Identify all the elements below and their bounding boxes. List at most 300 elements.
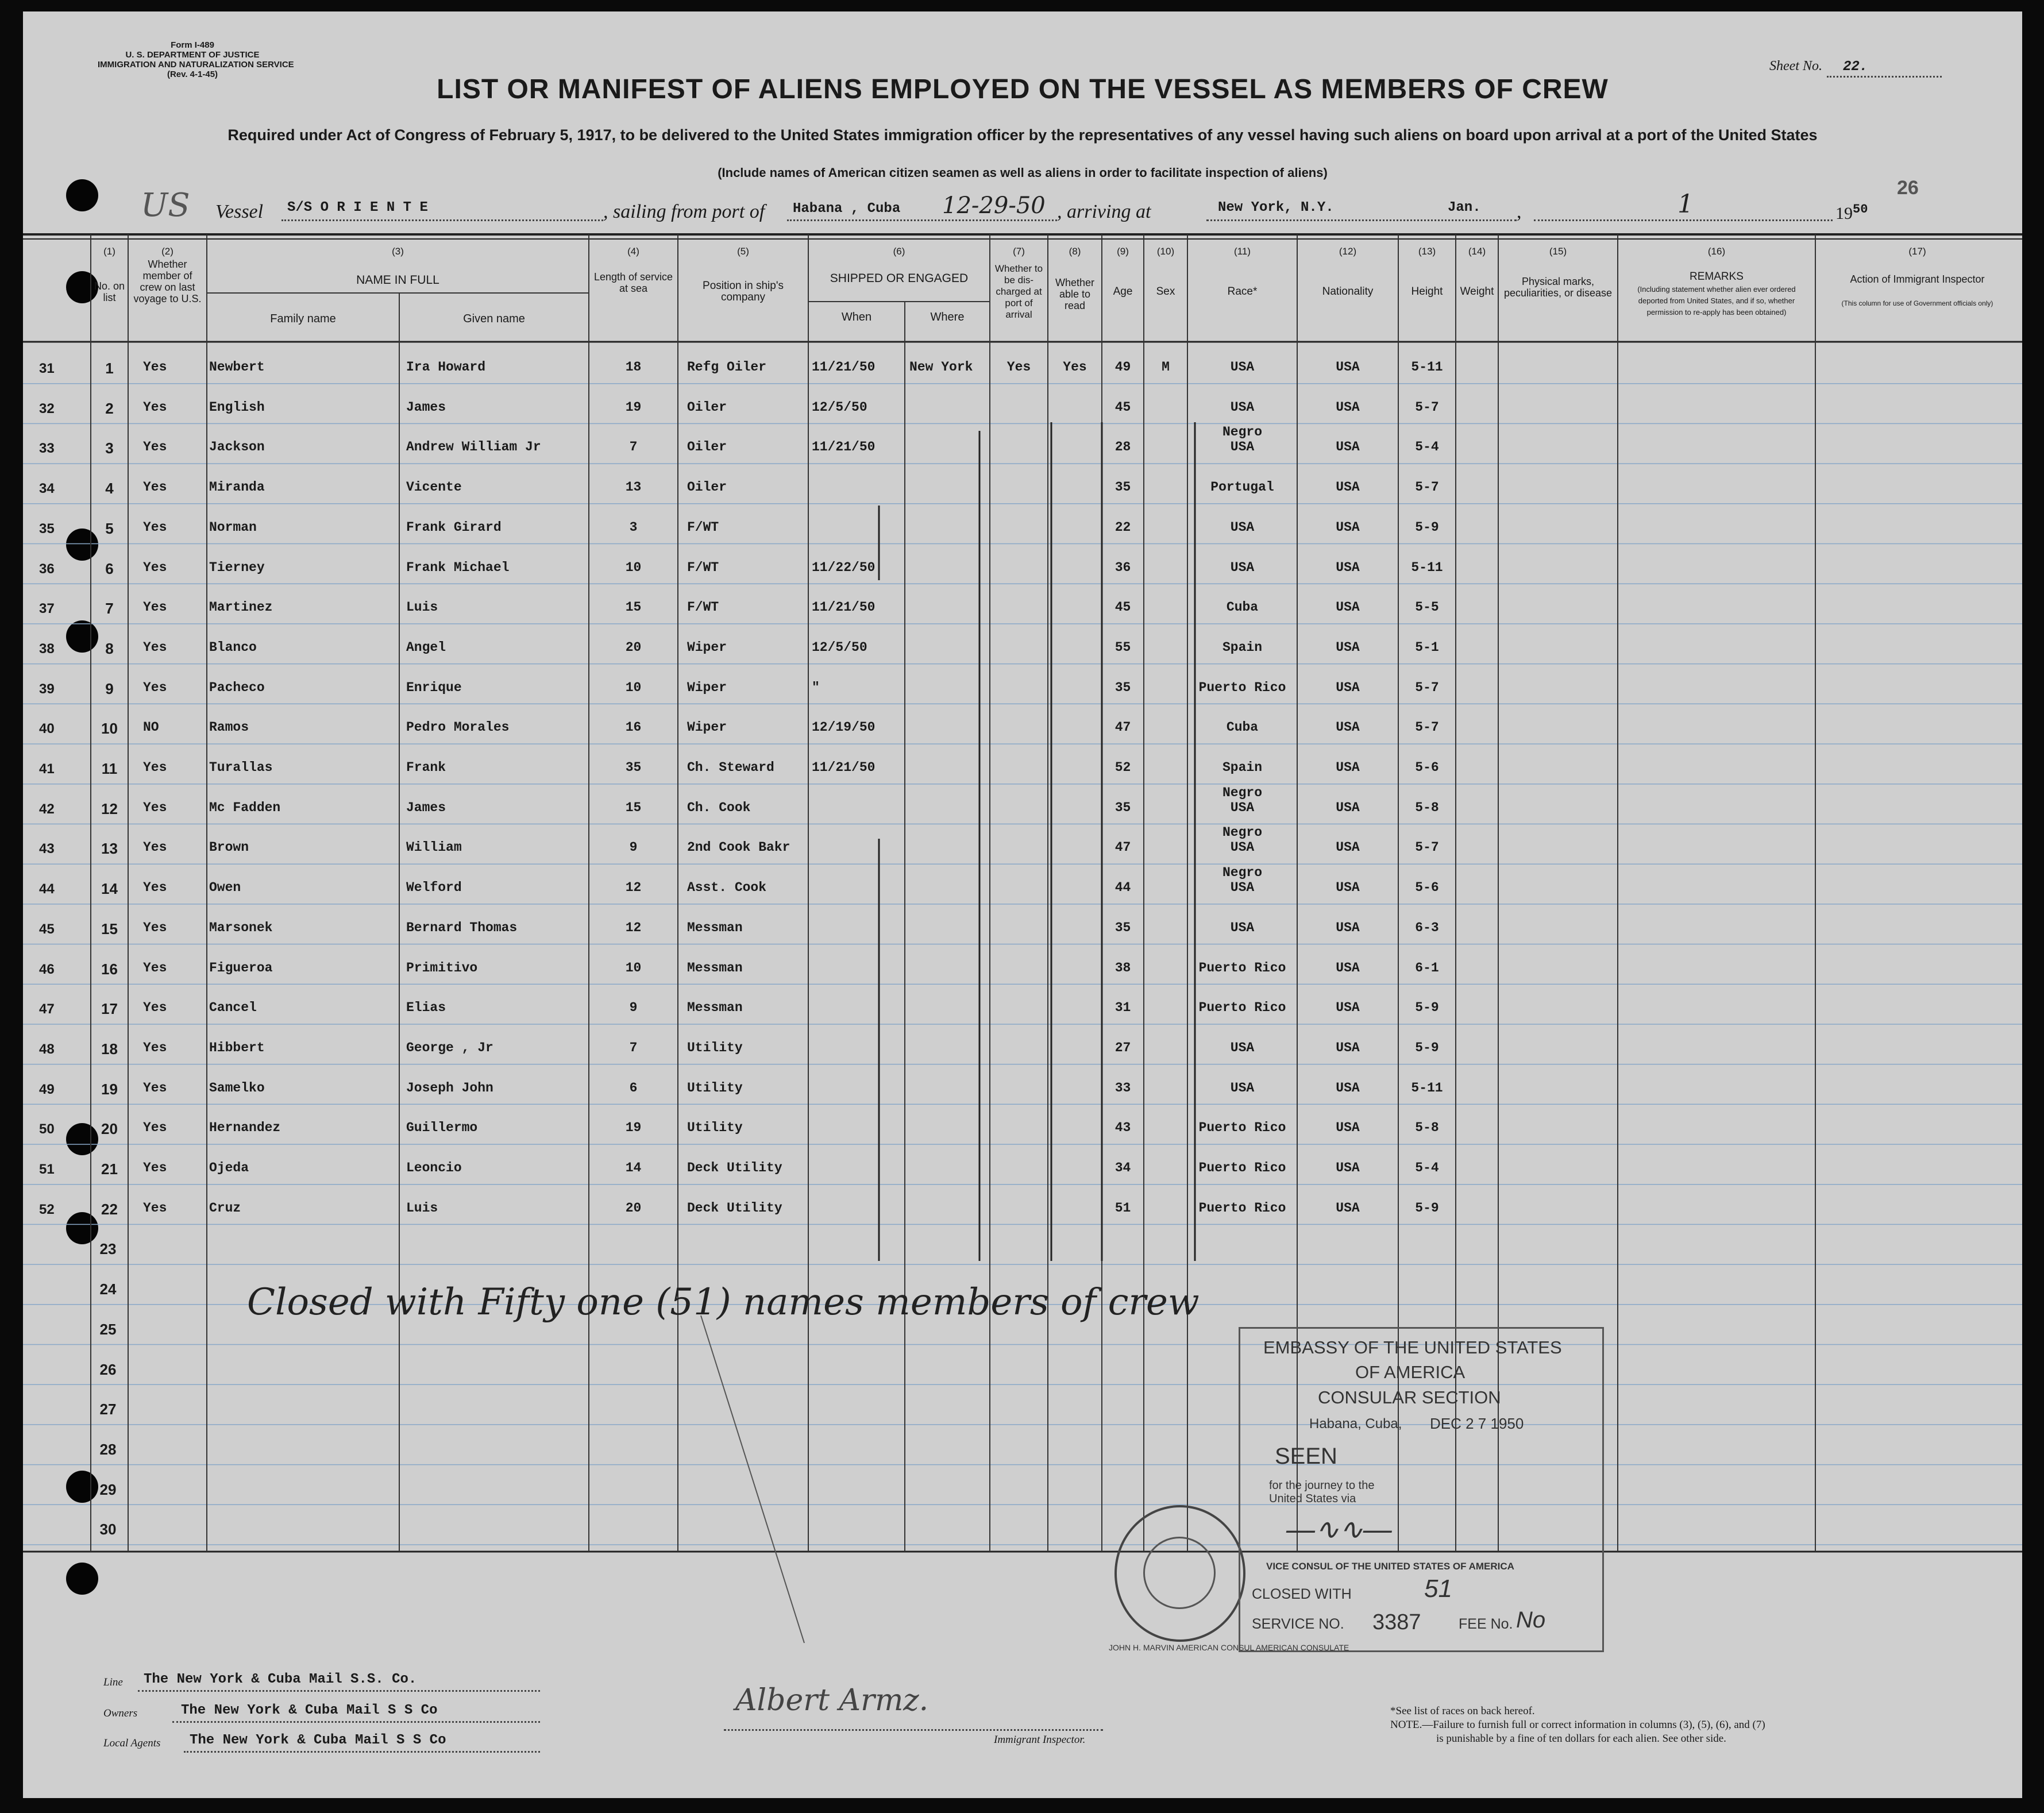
sailing-label: , sailing from port of	[603, 201, 765, 222]
cell-age: 36	[1114, 560, 1131, 575]
row-number: 30	[99, 1521, 117, 1538]
column-number: (3)	[392, 246, 404, 257]
column-number: (16)	[1707, 246, 1726, 257]
outer-row-number: 42	[39, 801, 55, 817]
column-number: (14)	[1468, 246, 1486, 257]
cell-given-name: Enrique	[406, 680, 462, 695]
cell-previous-voyage: Yes	[143, 760, 167, 775]
cell-position: F/WT	[687, 560, 719, 575]
cell-position: Utility	[687, 1040, 743, 1055]
cell-given-name: Luis	[406, 1200, 438, 1216]
column-number: (4)	[627, 246, 639, 257]
col-header-remarks-note: (Including statement whether alien ever ordered deported from United States, and if so, whether permission to re-apply has been obtained)	[1637, 285, 1796, 317]
cell-service-years: 15	[625, 800, 642, 815]
outer-row-number: 50	[39, 1121, 55, 1137]
form-revision: (Rev. 4-1-45)	[167, 70, 218, 79]
col-header-name: NAME IN FULL	[356, 273, 439, 287]
cell-previous-voyage: Yes	[143, 920, 167, 935]
cell-height: 5-9	[1415, 1000, 1439, 1016]
row-number: 7	[105, 600, 114, 618]
cell-sex: M	[1162, 360, 1170, 375]
cell-position: Messman	[687, 920, 743, 935]
row-number: 16	[101, 960, 118, 978]
cell-nationality: USA	[1336, 720, 1360, 735]
cell-family-name: Brown	[209, 840, 249, 855]
cell-given-name: Frank Michael	[406, 560, 510, 575]
cell-race: Puerto Rico	[1198, 1160, 1286, 1175]
column-number: (5)	[737, 246, 749, 257]
column-number: (1)	[103, 246, 115, 257]
cell-age: 45	[1114, 600, 1131, 615]
cell-given-name: Bernard Thomas	[406, 920, 518, 935]
cell-nationality: USA	[1336, 800, 1360, 815]
cell-race: USA	[1230, 1080, 1255, 1095]
stamp-line2: OF AMERICA	[1355, 1362, 1465, 1382]
cell-race: USA	[1230, 800, 1255, 815]
cell-previous-voyage: Yes	[143, 360, 167, 375]
cell-race: USA	[1230, 560, 1255, 575]
row-number: 14	[101, 880, 118, 898]
cell-nationality: USA	[1336, 519, 1360, 535]
cell-position: Wiper	[687, 639, 727, 655]
cell-shipped-when: 11/22/50	[812, 560, 876, 575]
cell-age: 55	[1114, 639, 1131, 655]
line-value: The New York & Cuba Mail S.S. Co.	[144, 1672, 417, 1687]
row-number: 20	[101, 1120, 118, 1138]
cell-shipped-when: 11/21/50	[812, 600, 876, 615]
cell-service-years: 18	[625, 360, 642, 375]
stamp-line3: CONSULAR SECTION	[1318, 1387, 1501, 1407]
cell-position: Utility	[687, 1120, 743, 1136]
cell-family-name: Tierney	[209, 560, 265, 575]
cell-position: Ch. Steward	[687, 760, 774, 775]
cell-nationality: USA	[1336, 920, 1360, 935]
outer-row-number: 37	[39, 601, 55, 617]
row-number: 23	[99, 1240, 117, 1258]
row-number: 28	[99, 1440, 117, 1458]
col-header-inspector-note: (This column for use of Government officials only)	[1841, 299, 1993, 307]
cell-previous-voyage: Yes	[143, 519, 167, 535]
cell-race: USA	[1230, 880, 1255, 896]
col-header-service: Length of service at sea	[593, 271, 673, 294]
cell-service-years: 10	[625, 680, 642, 695]
column-number: (15)	[1549, 246, 1567, 257]
cell-position: F/WT	[687, 519, 719, 535]
stamp-place: Habana, Cuba,	[1309, 1416, 1402, 1432]
outer-row-number: 52	[39, 1201, 55, 1217]
cell-given-name: Elias	[406, 1000, 446, 1016]
year-suffix: 50	[1853, 202, 1868, 217]
row-number: 21	[101, 1160, 118, 1178]
cell-shipped-when: "	[812, 680, 820, 695]
stamp-seen: SEEN	[1275, 1444, 1337, 1469]
row-number: 13	[101, 840, 118, 858]
col-header-nationality: Nationality	[1322, 286, 1374, 298]
cell-age: 34	[1114, 1160, 1131, 1175]
cell-nationality: USA	[1336, 639, 1360, 655]
col-header-inspector-action: Action of Immigrant Inspector	[1850, 273, 1985, 285]
row-number: 1	[105, 360, 114, 377]
outer-row-number: 51	[39, 1162, 55, 1177]
cell-age: 44	[1114, 880, 1131, 896]
cell-nationality: USA	[1336, 680, 1360, 695]
cell-position: Messman	[687, 960, 743, 975]
cell-given-name: Frank	[406, 760, 446, 775]
cell-shipped-when: 11/21/50	[812, 439, 876, 455]
cell-position: Oiler	[687, 439, 727, 455]
cell-race-note: Negro	[1222, 825, 1262, 840]
cell-height: 5-8	[1415, 800, 1439, 815]
cell-previous-voyage: Yes	[143, 1040, 167, 1055]
cell-age: 33	[1114, 1080, 1131, 1095]
cell-position: Refg Oiler	[687, 360, 767, 375]
document-subtitle: Required under Act of Congress of February 5, 1917, to be delivered to the United States immigration officer by the representatives of any vessel having such aliens on board upon arrival at a port of the United States	[227, 126, 1818, 144]
cell-race: Puerto Rico	[1198, 1000, 1286, 1016]
outer-row-number: 34	[39, 481, 55, 497]
form-number: Form I-489	[171, 40, 214, 50]
cell-race: Spain	[1222, 639, 1262, 655]
col-header-given-name: Given name	[463, 313, 525, 325]
cell-family-name: Samelko	[209, 1080, 265, 1095]
cell-race: Cuba	[1226, 720, 1259, 735]
closing-note: Closed with Fifty one (51) names members of crew	[247, 1281, 1200, 1324]
cell-previous-voyage: Yes	[143, 1080, 167, 1095]
cell-age: 43	[1114, 1120, 1131, 1136]
year-prefix: 19	[1835, 204, 1853, 223]
sheet-value: 22.	[1842, 59, 1868, 75]
cell-given-name: Welford	[406, 880, 462, 896]
cell-height: 5-9	[1415, 519, 1439, 535]
cell-height: 5-4	[1415, 1160, 1439, 1175]
cell-age: 35	[1114, 800, 1131, 815]
cell-previous-voyage: NO	[143, 720, 159, 735]
sailing-port: Habana , Cuba	[793, 201, 901, 217]
cell-age: 49	[1114, 360, 1131, 375]
col-header-family-name: Family name	[270, 313, 336, 325]
corner-mark: 26	[1897, 177, 1919, 199]
cell-given-name: James	[406, 399, 446, 415]
cell-given-name: William	[406, 840, 462, 855]
cell-nationality: USA	[1336, 960, 1360, 975]
cell-age: 52	[1114, 760, 1131, 775]
row-number: 24	[99, 1280, 117, 1298]
column-number: (10)	[1156, 246, 1175, 257]
outer-row-number: 43	[39, 841, 55, 857]
cell-height: 6-1	[1415, 960, 1439, 975]
arriving-port: New York, N.Y.	[1218, 200, 1334, 215]
column-number: (8)	[1069, 246, 1081, 257]
outer-row-number: 44	[39, 881, 55, 897]
stamp-vice-consul: VICE CONSUL OF THE UNITED STATES OF AMERICA	[1266, 1561, 1514, 1572]
outer-row-number: 48	[39, 1041, 55, 1057]
outer-row-number: 47	[39, 1001, 55, 1017]
cell-age: 35	[1114, 920, 1131, 935]
col-header-remarks: REMARKS	[1690, 271, 1744, 283]
cell-given-name: James	[406, 800, 446, 815]
outer-row-number: 49	[39, 1081, 55, 1097]
cell-height: 5-7	[1415, 399, 1439, 415]
cell-shipped-when: 11/21/50	[812, 760, 876, 775]
cell-previous-voyage: Yes	[143, 480, 167, 495]
stamp-journey2: United States via	[1269, 1492, 1356, 1505]
cell-service-years: 10	[625, 560, 642, 575]
cell-given-name: Andrew William Jr	[406, 439, 541, 455]
cell-race-note: Negro	[1222, 865, 1262, 881]
outer-row-number: 35	[39, 520, 55, 537]
cell-service-years: 19	[625, 399, 642, 415]
outer-row-number: 39	[39, 681, 55, 697]
cell-family-name: Pacheco	[209, 680, 265, 695]
cell-nationality: USA	[1336, 480, 1360, 495]
cell-height: 5-8	[1415, 1120, 1439, 1136]
arriving-label: , arriving at	[1057, 201, 1151, 222]
cell-service-years: 12	[625, 920, 642, 935]
cell-nationality: USA	[1336, 600, 1360, 615]
cell-nationality: USA	[1336, 1080, 1360, 1095]
cell-family-name: Blanco	[209, 639, 257, 655]
column-number: (17)	[1908, 246, 1926, 257]
cell-previous-voyage: Yes	[143, 1000, 167, 1016]
cell-service-years: 15	[625, 600, 642, 615]
cell-previous-voyage: Yes	[143, 399, 167, 415]
cell-race: Portugal	[1210, 480, 1274, 495]
cell-previous-voyage: Yes	[143, 439, 167, 455]
cell-service-years: 20	[625, 639, 642, 655]
column-number: (9)	[1117, 246, 1129, 257]
column-number: (11)	[1234, 246, 1251, 257]
row-number: 8	[105, 639, 114, 657]
cell-race: USA	[1230, 920, 1255, 935]
cell-age: 51	[1114, 1200, 1131, 1216]
cell-nationality: USA	[1336, 1040, 1360, 1055]
row-number: 17	[101, 1000, 118, 1018]
document-subtitle-note: (Include names of American citizen seamen as well as aliens in order to facilitate inspection of aliens)	[718, 165, 1328, 180]
cell-race: USA	[1230, 840, 1255, 855]
cell-given-name: Joseph John	[406, 1080, 493, 1095]
consular-stamp	[1239, 1327, 1604, 1652]
cell-service-years: 7	[629, 439, 638, 455]
row-number: 3	[105, 439, 114, 457]
vessel-label: Vessel	[215, 201, 264, 222]
stamp-line1: EMBASSY OF THE UNITED STATES	[1263, 1337, 1562, 1357]
row-number: 6	[105, 560, 114, 577]
cell-family-name: Owen	[209, 880, 241, 896]
vessel-hand-note: US	[141, 187, 190, 224]
cell-nationality: USA	[1336, 1200, 1360, 1216]
row-number: 18	[101, 1040, 118, 1058]
cell-given-name: Frank Girard	[406, 519, 502, 535]
cell-nationality: USA	[1336, 560, 1360, 575]
row-number: 12	[101, 800, 118, 817]
sailing-date-hand: 12-29-50	[942, 192, 1046, 219]
form-department: U. S. DEPARTMENT OF JUSTICE	[125, 50, 260, 60]
cell-position: Oiler	[687, 480, 727, 495]
cell-family-name: Jackson	[209, 439, 265, 455]
cell-previous-voyage: Yes	[143, 1160, 167, 1175]
cell-nationality: USA	[1336, 880, 1360, 896]
cell-previous-voyage: Yes	[143, 880, 167, 896]
cell-race: USA	[1230, 360, 1255, 375]
cell-height: 5-1	[1415, 639, 1439, 655]
sheet-label: Sheet No.	[1769, 59, 1822, 74]
col-header-position: Position in ship's company	[703, 280, 784, 303]
stamp-date: DEC 2 7 1950	[1430, 1415, 1524, 1432]
manifest-sheet: Form I-489 U. S. DEPARTMENT OF JUSTICE IMMIGRATION AND NATURALIZATION SERVICE (Rev. 4-1-45) Sheet No. 22. LIST OR MANIFEST OF ALIENS EMPLOYED ON THE VESSEL AS MEMBERS OF CREW Required under Act of Congress of February 5, 1917, to be delivered to the United States immigration officer by the representatives of any vessel having such aliens on board upon arrival at a port of the United States (Include names of American citizen seamen as well as aliens in order to facilitate inspection of aliens) 26 US Vessel S/S O R I E N T E , sailing from port of Habana , Cuba 12-29-50 , arriving at New York, N.Y. Jan. , 1 $19^{50}$ (1) (2) (3) (4) (5) (6) (7) (8) (9) (10) (11) (12) (13) (14) (15) (16) (17) No. on list Whether member of crew on last voyage to U.S. NAME IN FULL Family name Given name Length of service at sea Position in ship's company SHIPPED OR ENGAGED When Where Whether to be dis-charged at port of arrival Whether able to read Age Sex Race* Nationality Height Weight Physical marks, peculiarities, or disease REMARKS (Including statement whether alien ever ordered deported from United States, and if so, whether permission to re-apply has been obtained) Action of Immigrant Inspector (This column for use of Government officials only) 31 1 Yes Newbert Ira Howard 18 Refg Oiler 11/21/50 New York Yes Yes 49 M USA USA 5-11 32 2 Yes English James 19 Oiler 12/5/50 45 USA USA 5-7 33 3 Yes Jackson Andrew William Jr 7 Oiler 11/21/50 28 Negro USA USA 5-4 34 4 Yes Miranda Vicente 13 Oiler 35 Portugal USA 5-7 35 5 Yes Norman Frank Girard 3 F/WT 22 USA USA 5-9 36 6 Yes Tierney Frank Michael 10 F/WT 11/22/50 36 USA USA 5-11 37 7 Yes Martinez Luis 15 F/WT 11/21/50 45 Cuba USA 5-5 38 8 Yes Blanco Angel 20 Wiper 12/5/50 55 Spain USA 5-1 39 9 Yes Pacheco Enrique 10 Wiper " 35 Puerto Rico USA 5-7 40 10 NO Ramos Pedro Morales 16 Wiper 12/19/50 47 Cuba USA 5-7 41 11 Yes Turallas Frank 35 Ch. Steward 11/21/50 52 Spain USA 5-6 42 12 Yes Mc Fadden James 15 Ch. Cook 35 Negro USA USA 5-8 43 13 Yes Brown William 9 2nd Cook Bakr 47 Negro USA USA 5-7 44 14 Yes Owen Welford 12 Asst. Cook 44 Negro USA USA 5-6 45 15 Yes Marsonek Bernard Thomas 12 Messman 35 USA USA 6-3 46 16 Yes Figueroa Primitivo 10 Messman 38 Puerto Rico USA 6-1 47 17 Yes Cancel Elias 9 Messman 31 Puerto Rico USA 5-9 48 18 Yes Hibbert George , Jr 7 Utility 27 USA USA 5-9 49 19 Yes Samelko Joseph John 6 Utility 33 USA USA 5-11 50 20 Yes Hernandez Guillermo 19 Utility 43 Puerto Rico USA 5-8 51 21 Yes Ojeda Leoncio 14 Deck Utility 34 Puerto Rico USA 5-4 52 22 Yes Cruz Luis 20 Deck Utility 51 Puerto Rico USA 5-9 23 24 25 26 27 28 29 30 Closed with Fifty one (51) names members of crew JOHN H. MARVIN AMERICAN CONSUL AMERICAN CONSULATE EMBASSY OF THE UNITED STATES OF AMERICA CONSULAR SECTION Habana, Cuba, DEC 2 7 1950 SEEN for the journey to the United States via —∿∿— VICE CONSUL OF THE UNITED STATES OF AMERICA CLOSED WITH 51 SERVICE NO. 3387 FEE No. No Line The New York & Cuba Mail S.S. Co. Owners The New York & Cuba Mail S S Co Local Agents The New York & Cuba Mail S S Co Albert Armz. Immigrant Inspector. *See list of races on back hereof. NOTE.—Failure to furnish full or correct information in columns (3), (5), (6), and (7) is punishable by a fine of ten dollars for each alien. See other side.	[23, 11, 2022, 1798]
cell-height: 5-4	[1415, 439, 1439, 455]
arriving-day-hand: 1	[1677, 190, 1694, 219]
cell-service-years: 9	[629, 1000, 638, 1016]
cell-family-name: Turallas	[209, 760, 273, 775]
cell-family-name: Martinez	[209, 600, 273, 615]
cell-able-to-read: Yes	[1063, 360, 1087, 375]
col-header-sex: Sex	[1156, 286, 1175, 298]
cell-height: 5-6	[1415, 880, 1439, 896]
cell-family-name: Norman	[209, 519, 257, 535]
cell-given-name: George , Jr	[406, 1040, 493, 1055]
row-number: 11	[101, 760, 118, 777]
owners-label: Owners	[103, 1707, 138, 1719]
cell-position: Wiper	[687, 720, 727, 735]
footnote-penalty: NOTE.—Failure to furnish full or correct information in columns (3), (5), (6), and (7)	[1390, 1719, 1765, 1731]
cell-family-name: Figueroa	[209, 960, 273, 975]
cell-family-name: Cancel	[209, 1000, 257, 1016]
cell-given-name: Luis	[406, 600, 438, 615]
cell-race: Puerto Rico	[1198, 1200, 1286, 1216]
cell-height: 5-5	[1415, 600, 1439, 615]
line-label: Line	[103, 1676, 123, 1688]
cell-nationality: USA	[1336, 1160, 1360, 1175]
col-header-shipped: SHIPPED OR ENGAGED	[830, 272, 969, 285]
cell-race: Puerto Rico	[1198, 960, 1286, 975]
col-header-race: Race*	[1227, 286, 1258, 298]
cell-height: 5-9	[1415, 1200, 1439, 1216]
cell-family-name: Ramos	[209, 720, 249, 735]
row-number: 2	[105, 399, 114, 417]
cell-height: 5-9	[1415, 1040, 1439, 1055]
outer-row-number: 36	[39, 561, 55, 577]
cell-previous-voyage: Yes	[143, 840, 167, 855]
cell-family-name: Cruz	[209, 1200, 241, 1216]
cell-race: Spain	[1222, 760, 1262, 775]
outer-row-number: 40	[39, 721, 55, 737]
cell-position: 2nd Cook Bakr	[687, 840, 790, 855]
cell-nationality: USA	[1336, 1000, 1360, 1016]
outer-row-number: 41	[39, 761, 55, 777]
row-number: 22	[101, 1200, 118, 1218]
cell-previous-voyage: Yes	[143, 800, 167, 815]
cell-family-name: English	[209, 399, 265, 415]
stamp-signature: —∿∿—	[1286, 1513, 1392, 1545]
cell-given-name: Guillermo	[406, 1120, 478, 1136]
pencil-stroke	[701, 1316, 804, 1643]
cell-race: USA	[1230, 519, 1255, 535]
cell-race: USA	[1230, 399, 1255, 415]
cell-position: Ch. Cook	[687, 800, 751, 815]
cell-shipped-when: 12/5/50	[812, 639, 867, 655]
cell-shipped-when: 12/5/50	[812, 399, 867, 415]
row-number: 29	[99, 1480, 117, 1498]
cell-race-note: Negro	[1222, 425, 1262, 440]
cell-age: 47	[1114, 720, 1131, 735]
cell-position: Messman	[687, 1000, 743, 1016]
arriving-month: Jan.	[1448, 200, 1481, 215]
row-number: 10	[101, 720, 118, 738]
cell-nationality: USA	[1336, 840, 1360, 855]
cell-service-years: 7	[629, 1040, 638, 1055]
col-header-when: When	[841, 311, 872, 323]
cell-service-years: 20	[625, 1200, 642, 1216]
cell-height: 5-11	[1411, 360, 1443, 375]
row-number: 19	[101, 1080, 118, 1098]
inspector-label: Immigrant Inspector.	[994, 1734, 1086, 1746]
cell-position: Deck Utility	[687, 1200, 782, 1216]
cell-service-years: 3	[629, 519, 638, 535]
cell-previous-voyage: Yes	[143, 600, 167, 615]
cell-position: Utility	[687, 1080, 743, 1095]
column-number: (12)	[1339, 246, 1357, 257]
cell-service-years: 19	[625, 1120, 642, 1136]
col-header-discharged: Whether to be dis-charged at port of arrival	[994, 263, 1043, 320]
cell-family-name: Mc Fadden	[209, 800, 281, 815]
cell-height: 5-7	[1415, 680, 1439, 695]
stamp-journey1: for the journey to the	[1269, 1479, 1375, 1492]
cell-family-name: Hernandez	[209, 1120, 281, 1136]
cell-height: 6-3	[1415, 920, 1439, 935]
row-number: 15	[101, 920, 118, 938]
footnote-penalty-cont: is punishable by a fine of ten dollars for each alien. See other side.	[1436, 1733, 1726, 1745]
cell-shipped-when: 11/21/50	[812, 360, 876, 375]
row-number: 5	[105, 519, 114, 537]
cell-age: 35	[1114, 480, 1131, 495]
outer-row-number: 33	[39, 441, 55, 457]
cell-service-years: 16	[625, 720, 642, 735]
outer-row-number: 46	[39, 961, 55, 977]
cell-given-name: Pedro Morales	[406, 720, 510, 735]
row-number: 9	[105, 680, 114, 697]
stamp-fee-label: FEE No.	[1459, 1616, 1513, 1632]
cell-discharged: Yes	[1006, 360, 1031, 375]
outer-row-number: 38	[39, 641, 55, 657]
col-header-read: Whether able to read	[1055, 277, 1095, 311]
cell-position: F/WT	[687, 600, 719, 615]
col-header-where: Where	[930, 311, 965, 323]
stamp-service-no: 3387	[1372, 1610, 1421, 1634]
vessel-name: S/S O R I E N T E	[287, 200, 428, 215]
outer-row-number: 32	[39, 400, 55, 416]
cell-nationality: USA	[1336, 399, 1360, 415]
cell-race: Puerto Rico	[1198, 1120, 1286, 1136]
cell-position: Oiler	[687, 399, 727, 415]
row-number: 27	[99, 1401, 117, 1418]
cell-age: 22	[1114, 519, 1131, 535]
outer-row-number: 45	[39, 921, 55, 937]
cell-height: 5-7	[1415, 840, 1439, 855]
col-header-height: Height	[1411, 286, 1443, 298]
cell-race: Cuba	[1226, 600, 1259, 615]
cell-given-name: Vicente	[406, 480, 462, 495]
outer-row-number: 31	[39, 361, 55, 376]
cell-age: 45	[1114, 399, 1131, 415]
cell-age: 47	[1114, 840, 1131, 855]
cell-height: 5-11	[1411, 1080, 1443, 1095]
consul-seal-emblem	[1143, 1537, 1216, 1609]
cell-nationality: USA	[1336, 439, 1360, 455]
cell-height: 5-7	[1415, 720, 1439, 735]
cell-position: Deck Utility	[687, 1160, 782, 1175]
cell-shipped-when: 12/19/50	[812, 720, 876, 735]
cell-previous-voyage: Yes	[143, 1200, 167, 1216]
column-number: (7)	[1013, 246, 1025, 257]
